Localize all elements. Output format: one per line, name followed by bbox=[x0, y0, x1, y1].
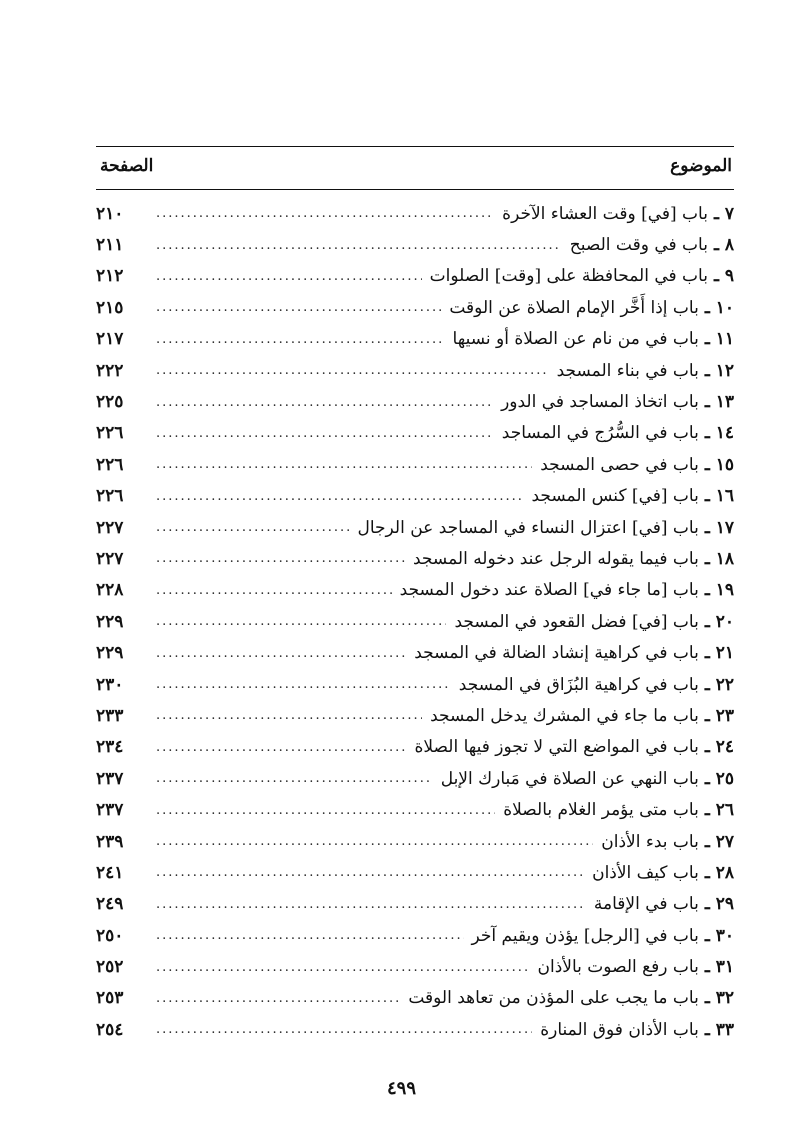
entry-page: ٢٢٦ bbox=[96, 454, 124, 475]
entry-number: ١٣ ـ bbox=[704, 392, 734, 413]
entry-page: ٢١٥ bbox=[96, 297, 124, 318]
toc-entry bbox=[96, 889, 734, 920]
entry-title: باب [في] اعتزال النساء في المساجد عن الرجال bbox=[357, 517, 699, 538]
entry-title: باب في بناء المسجد bbox=[556, 360, 699, 381]
entry-title: باب في كراهية إنشاد الضالة في المسجد bbox=[414, 643, 699, 664]
dot-leader bbox=[156, 364, 549, 377]
dot-leader bbox=[156, 270, 422, 283]
header-page: الصفحة bbox=[100, 156, 154, 176]
toc-header bbox=[96, 150, 734, 190]
entry-title: باب بدء الأذان bbox=[601, 831, 699, 852]
dot-leader bbox=[156, 1023, 532, 1036]
dot-leader bbox=[156, 678, 451, 691]
entry-number: ٣٣ ـ bbox=[704, 1019, 734, 1040]
entry-title: باب [في] فضل القعود في المسجد bbox=[454, 611, 699, 632]
toc-entry bbox=[96, 700, 734, 731]
entry-number: ٣٢ ـ bbox=[704, 988, 734, 1009]
toc-entry bbox=[96, 386, 734, 417]
entry-number: ١٧ ـ bbox=[704, 517, 734, 538]
entry-title: باب في [الرجل] يؤذن ويقيم آخر bbox=[471, 925, 699, 946]
toc-entry bbox=[96, 637, 734, 668]
toc-entry bbox=[96, 669, 734, 700]
entry-number: ١١ ـ bbox=[704, 329, 734, 350]
top-rule bbox=[96, 146, 734, 147]
toc-entry bbox=[96, 418, 734, 449]
entry-page: ٢١١ bbox=[96, 235, 124, 256]
entry-number: ١٨ ـ bbox=[704, 548, 734, 569]
toc-entry bbox=[96, 449, 734, 480]
entry-page: ٢٢٩ bbox=[96, 611, 124, 632]
toc-entry bbox=[96, 857, 734, 888]
entry-title: باب اتخاذ المساجد في الدور bbox=[501, 392, 699, 413]
entry-title: باب فيما يقوله الرجل عند دخوله المسجد bbox=[413, 548, 699, 569]
entry-page: ٢٢٦ bbox=[96, 423, 124, 444]
page-number: ٤٩٩ bbox=[386, 1078, 416, 1099]
dot-leader bbox=[156, 552, 405, 565]
dot-leader bbox=[156, 804, 495, 817]
entry-number: ١٥ ـ bbox=[704, 454, 734, 475]
dot-leader bbox=[156, 427, 494, 440]
entry-title: باب رفع الصوت بالأذان bbox=[537, 957, 699, 978]
dot-leader bbox=[156, 929, 464, 942]
entry-page: ٢٢٧ bbox=[96, 548, 124, 569]
entry-title: باب [ما جاء في] الصلاة عند دخول المسجد bbox=[399, 580, 699, 601]
toc-entry bbox=[96, 606, 734, 637]
entry-title: باب في كراهية البُزَاق في المسجد bbox=[458, 674, 699, 695]
entry-number: ٢٨ ـ bbox=[704, 862, 734, 883]
dot-leader bbox=[156, 239, 562, 252]
entry-number: ٧ ـ bbox=[713, 203, 734, 224]
entry-number: ٢٧ ـ bbox=[704, 831, 734, 852]
entry-title: باب في المحافظة على [وقت] الصلوات bbox=[429, 266, 708, 287]
toc-list bbox=[96, 198, 734, 1046]
toc-entry bbox=[96, 324, 734, 355]
entry-title: باب ما جاء في المشرك يدخل المسجد bbox=[430, 705, 699, 726]
dot-leader bbox=[156, 333, 445, 346]
entry-page: ٢١٧ bbox=[96, 329, 124, 350]
entry-number: ٢٤ ـ bbox=[704, 737, 734, 758]
dot-leader bbox=[156, 772, 433, 785]
entry-page: ٢٢٦ bbox=[96, 486, 124, 507]
toc-entry bbox=[96, 229, 734, 260]
entry-title: باب في السُّرُج في المساجد bbox=[501, 423, 699, 444]
header-rule bbox=[96, 189, 734, 190]
header-topic: الموضوع bbox=[670, 156, 732, 176]
entry-number: ٩ ـ bbox=[713, 266, 734, 287]
toc-entry bbox=[96, 1014, 734, 1045]
toc-entry bbox=[96, 920, 734, 951]
toc-entry bbox=[96, 512, 734, 543]
dot-leader bbox=[156, 396, 493, 409]
entry-number: ٣٠ ـ bbox=[704, 925, 734, 946]
dot-leader bbox=[156, 490, 523, 503]
toc-entry bbox=[96, 951, 734, 982]
entry-number: ٢١ ـ bbox=[704, 643, 734, 664]
entry-title: باب [في] كنس المسجد bbox=[531, 486, 699, 507]
toc-entry bbox=[96, 355, 734, 386]
toc-entry bbox=[96, 826, 734, 857]
entry-page: ٢١٠ bbox=[96, 203, 124, 224]
dot-leader bbox=[156, 898, 586, 911]
entry-title: باب في وقت الصبح bbox=[569, 235, 708, 256]
toc-entry bbox=[96, 543, 734, 574]
toc-entry bbox=[96, 794, 734, 825]
entry-number: ٢٩ ـ bbox=[704, 894, 734, 915]
entry-page: ٢٤٩ bbox=[96, 894, 124, 915]
entry-page: ٢٣٧ bbox=[96, 800, 124, 821]
entry-page: ٢٤١ bbox=[96, 862, 124, 883]
entry-page: ٢٥٤ bbox=[96, 1019, 124, 1040]
entry-number: ٨ ـ bbox=[713, 235, 734, 256]
dot-leader bbox=[156, 961, 530, 974]
entry-number: ١٢ ـ bbox=[704, 360, 734, 381]
entry-title: باب كيف الأذان bbox=[592, 862, 699, 883]
entry-title: باب [في] وقت العشاء الآخرة bbox=[502, 203, 708, 224]
entry-title: باب في من نام عن الصلاة أو نسيها bbox=[452, 329, 699, 350]
dot-leader bbox=[156, 741, 407, 754]
toc-entry bbox=[96, 481, 734, 512]
entry-page: ٢٢٢ bbox=[96, 360, 124, 381]
dot-leader bbox=[156, 647, 406, 660]
entry-page: ٢٥٢ bbox=[96, 957, 124, 978]
entry-title: باب النهي عن الصلاة في مَبارك الإبل bbox=[440, 768, 699, 789]
entry-page: ٢٢٥ bbox=[96, 392, 124, 413]
entry-number: ١٤ ـ bbox=[704, 423, 734, 444]
dot-leader bbox=[156, 521, 349, 534]
entry-page: ٢٥٠ bbox=[96, 925, 124, 946]
toc-entry bbox=[96, 983, 734, 1014]
entry-title: باب إذا أَخَّر الإمام الصلاة عن الوقت bbox=[449, 297, 699, 318]
dot-leader bbox=[156, 458, 532, 471]
toc-entry bbox=[96, 763, 734, 794]
toc-entry bbox=[96, 575, 734, 606]
toc-entry bbox=[96, 292, 734, 323]
entry-page: ٢٣٠ bbox=[96, 674, 124, 695]
entry-number: ٣١ ـ bbox=[704, 957, 734, 978]
entry-title: باب في حصى المسجد bbox=[540, 454, 699, 475]
entry-number: ١٩ ـ bbox=[704, 580, 734, 601]
entry-number: ٢٦ ـ bbox=[704, 800, 734, 821]
entry-page: ٢٣٣ bbox=[96, 705, 124, 726]
entry-page: ٢١٢ bbox=[96, 266, 124, 287]
entry-number: ٢٠ ـ bbox=[704, 611, 734, 632]
entry-page: ٢٥٣ bbox=[96, 988, 124, 1009]
dot-leader bbox=[156, 835, 593, 848]
entry-page: ٢٣٤ bbox=[96, 737, 124, 758]
entry-page: ٢٢٧ bbox=[96, 517, 124, 538]
entry-page: ٢٢٨ bbox=[96, 580, 124, 601]
dot-leader bbox=[156, 992, 400, 1005]
entry-page: ٢٣٩ bbox=[96, 831, 124, 852]
entry-page: ٢٣٧ bbox=[96, 768, 124, 789]
entry-title: باب متى يؤمر الغلام بالصلاة bbox=[503, 800, 699, 821]
dot-leader bbox=[156, 615, 446, 628]
entry-number: ٢٥ ـ bbox=[704, 768, 734, 789]
toc-entry bbox=[96, 261, 734, 292]
entry-page: ٢٢٩ bbox=[96, 643, 124, 664]
entry-number: ١٦ ـ bbox=[704, 486, 734, 507]
toc-entry bbox=[96, 198, 734, 229]
entry-title: باب الأذان فوق المنارة bbox=[540, 1019, 699, 1040]
dot-leader bbox=[156, 866, 584, 879]
dot-leader bbox=[156, 301, 441, 314]
entry-title: باب ما يجب على المؤذن من تعاهد الوقت bbox=[408, 988, 699, 1009]
dot-leader bbox=[156, 584, 392, 597]
dot-leader bbox=[156, 709, 422, 722]
entry-number: ٢٢ ـ bbox=[704, 674, 734, 695]
dot-leader bbox=[156, 207, 494, 220]
entry-number: ١٠ ـ bbox=[704, 297, 734, 318]
entry-number: ٢٣ ـ bbox=[704, 705, 734, 726]
entry-title: باب في الإقامة bbox=[593, 894, 699, 915]
toc-entry bbox=[96, 732, 734, 763]
entry-title: باب في المواضع التي لا تجوز فيها الصلاة bbox=[414, 737, 699, 758]
